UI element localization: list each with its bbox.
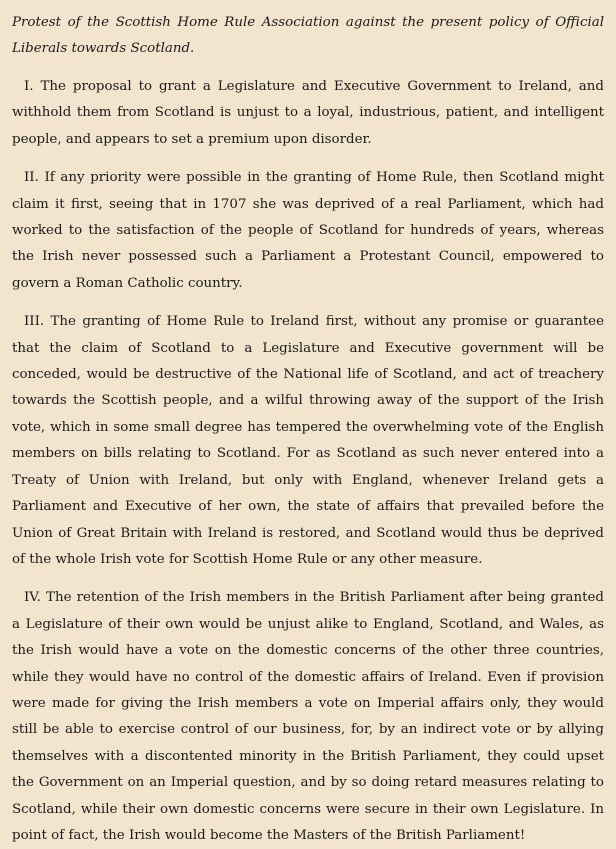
document-title: Protest of the Scottish Home Rule Association against the present policy of Official Liberals towards Scotland.: [12, 15, 604, 56]
paragraph-i: I. The proposal to grant a Legislature and Executive Government to Ireland, and withhold them from Scotland is unjust to a loyal, industrious, patient, and intelligent people, and appears to set a premium upon disorder.: [12, 79, 604, 147]
paragraph-iv: IV. The retention of the Irish members in the British Parliament after being granted a Legislature of their own would be unjust alike to England, Scotland, and Wales, as the Irish would have a vote on the domestic concerns of the other three countries, while they would have no control of the domestic affairs of Ireland. Even if provision were made for giving the Irish members a vote on Imperial affairs only, they would still be able to exercise control of our business, for, by an indirect vote or by allying themselves with a discontented minority in the British Parliament, they could upset the Government on an Imperial question, and by so doing retard measures relating to Scotland, while their own domestic concerns were secure in their own Legislature. In point of fact, the Irish would become the Masters of the British Parliament!: [12, 590, 604, 843]
paragraph-ii: II. If any priority were possible in the granting of Home Rule, then Scotland might claim it first, seeing that in 1707 she was deprived of a real Parliament, which had worked to the satisfaction of the people of Scotland for hundreds of years, whereas the Irish never possessed such a Parliament a Protestant Council, empowered to govern a Roman Catholic country.: [12, 170, 604, 291]
paragraph-iii: III. The granting of Home Rule to Ireland first, without any promise or guarantee that the claim of Scotland to a Legislature and Executive government will be conceded, would be destructive of the National life of Scotland, and act of treachery towards the Scottish people, and a wilful throwing away of the support of the Irish vote, which in some small degree has tempered the overwhelming vote of the English members on bills relating to Scotland. For as Scotland as such never entered into a Treaty of Union with Ireland, but only with England, whenever Ireland gets a Parliament and Executive of her own, the state of affairs that prevailed before the Union of Great Britain with Ireland is restored, and Scotland would thus be deprived of the whole Irish vote for Scottish Home Rule or any other measure.: [12, 314, 604, 567]
